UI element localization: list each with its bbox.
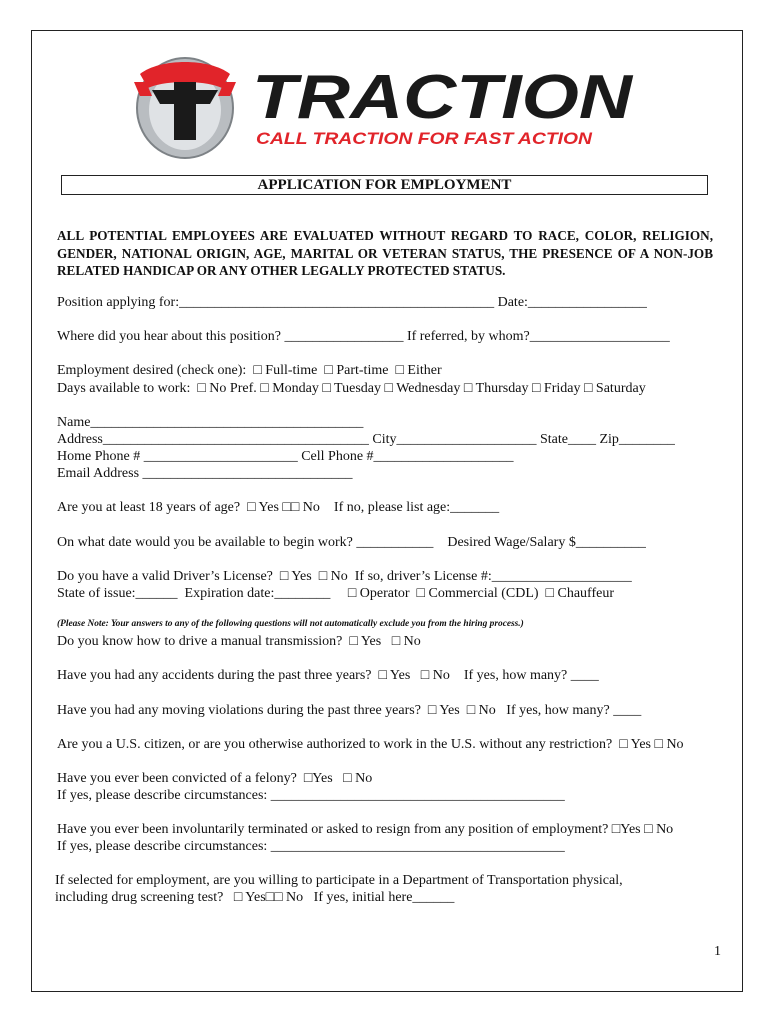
terminated-question[interactable]: Have you ever been involuntarily terminated or asked to resign from any position of employment? □Yes □ No (57, 822, 674, 837)
hiring-note: (Please Note: Your answers to any of the following questions will not automatically exclude you from the hiring process.) (57, 619, 524, 629)
felony-question[interactable]: Have you ever been convicted of a felony? □Yes □ No (57, 771, 373, 786)
employment-desired-options[interactable]: Employment desired (check one): □ Full-time □ Part-time □ Either (57, 363, 442, 378)
address-field[interactable]: Address______________________________________ City____________________ State____ Zip________ (57, 432, 675, 447)
license-question[interactable]: Do you have a valid Driver’s License? □ Yes □ No If so, driver’s License #:____________________ (57, 569, 632, 584)
felony-describe-field[interactable]: If yes, please describe circumstances: __________________________________________ (57, 788, 565, 803)
hear-about-field[interactable]: Where did you hear about this position? _________________ If referred, by whom?____________________ (57, 329, 670, 344)
days-available-options[interactable]: Days available to work: □ No Pref. □ Monday □ Tuesday □ Wednesday □ Thursday □ Friday □ Saturday (57, 381, 646, 396)
form-title: APPLICATION FOR EMPLOYMENT (61, 175, 708, 195)
citizen-question[interactable]: Are you a U.S. citizen, or are you otherwise authorized to work in the U.S. without any restriction? □ Yes □ No (57, 737, 684, 752)
traction-emblem-icon (134, 58, 236, 158)
violations-question[interactable]: Have you had any moving violations during the past three years? □ Yes □ No If yes, how many? ____ (57, 703, 642, 718)
dot-physical-question: If selected for employment, are you willing to participate in a Department of Transportation physical, (55, 873, 623, 888)
available-date-field[interactable]: On what date would you be available to begin work? ___________ Desired Wage/Salary $__________ (57, 535, 646, 550)
brand-tagline: CALL TRACTION FOR FAST ACTION (256, 129, 593, 148)
drug-screening-question[interactable]: including drug screening test? □ Yes□□ No If yes, initial here______ (55, 890, 455, 905)
phone-field[interactable]: Home Phone # ______________________ Cell Phone #____________________ (57, 449, 514, 464)
age-question[interactable]: Are you at least 18 years of age? □ Yes □□ No If no, please list age:_______ (57, 500, 500, 515)
name-field[interactable]: Name_______________________________________ (57, 415, 364, 430)
brand-wordmark: TRACTION (252, 63, 634, 132)
equal-opportunity-notice: ALL POTENTIAL EMPLOYEES ARE EVALUATED WITHOUT REGARD TO RACE, COLOR, RELIGION, GENDER, NATIONAL ORIGIN, AGE, MARITAL OR VETERAN STATUS, THE PRESENCE OF A NON-JOB RELATED HANDICAP OR ANY OTHER LEGALLY PROTECTED STATUS. (57, 228, 713, 278)
traction-logo (130, 52, 640, 164)
terminated-describe-field[interactable]: If yes, please describe circumstances: __________________________________________ (57, 839, 565, 854)
page-number: 1 (714, 944, 721, 959)
accidents-question[interactable]: Have you had any accidents during the past three years? □ Yes □ No If yes, how many? ____ (57, 668, 599, 683)
license-state-field[interactable]: State of issue:______ Expiration date:________ □ Operator □ Commercial (CDL) □ Chauffeur (57, 586, 614, 601)
manual-transmission-question[interactable]: Do you know how to drive a manual transmission? □ Yes □ No (57, 634, 421, 649)
position-applying-field[interactable]: Position applying for:_____________________________________________ Date:_________________ (57, 295, 647, 310)
email-field[interactable]: Email Address ______________________________ (57, 466, 353, 481)
